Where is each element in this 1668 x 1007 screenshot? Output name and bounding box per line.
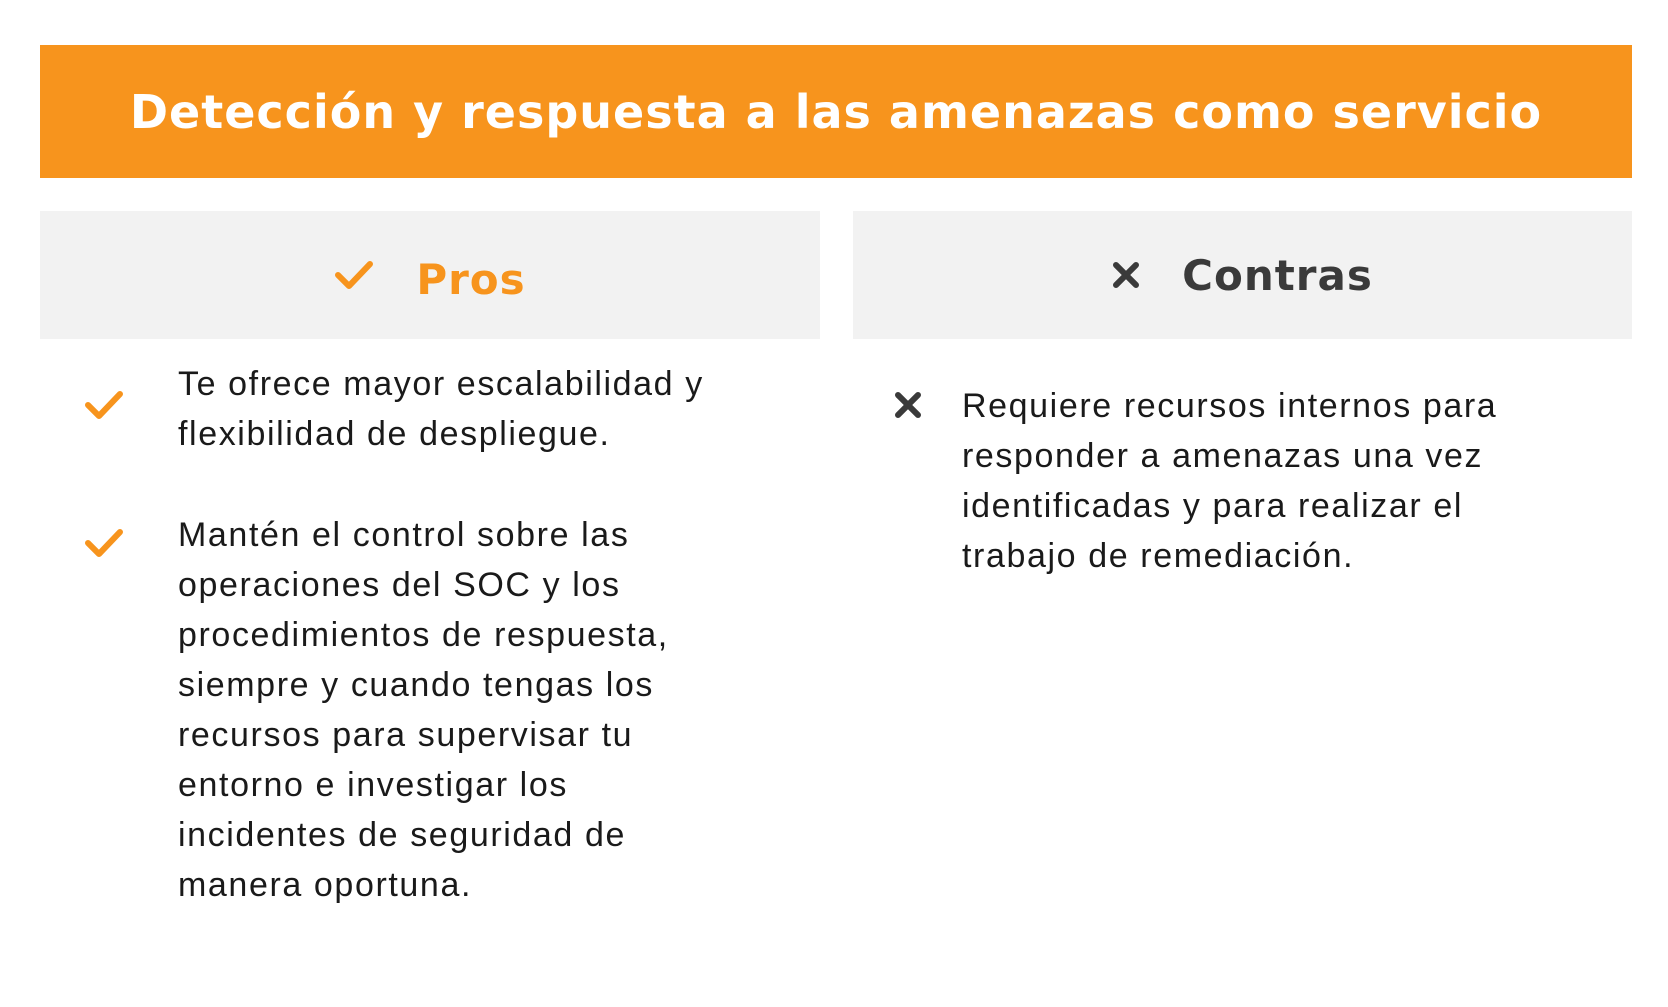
- cons-item-text: Requiere recursos internos para responder a amenazas una vez identificadas y para realizar el trabajo de remediación.: [962, 387, 1498, 575]
- pros-item-text: Mantén el control sobre las operaciones del SOC y los procedimientos de respuesta, siempre y cuando tengas los recursos para supervisar tu entorno e investigar los incidentes de seguridad de manera oportuna.: [178, 516, 669, 904]
- title-banner: [40, 45, 1632, 178]
- cons-heading: Contras: [1182, 250, 1373, 300]
- cons-header: [853, 211, 1632, 339]
- pros-header: [40, 211, 820, 339]
- check-icon: [334, 259, 374, 291]
- x-icon: [894, 391, 922, 419]
- check-icon: [84, 527, 124, 559]
- page-title: Detección y respuesta a las amenazas como servicio: [129, 84, 1543, 139]
- x-icon: [1112, 261, 1140, 289]
- check-icon: [84, 389, 124, 421]
- pros-heading: Pros: [416, 254, 526, 304]
- pros-item-text: Te ofrece mayor escalabilidad y flexibilidad de despliegue.: [178, 365, 704, 453]
